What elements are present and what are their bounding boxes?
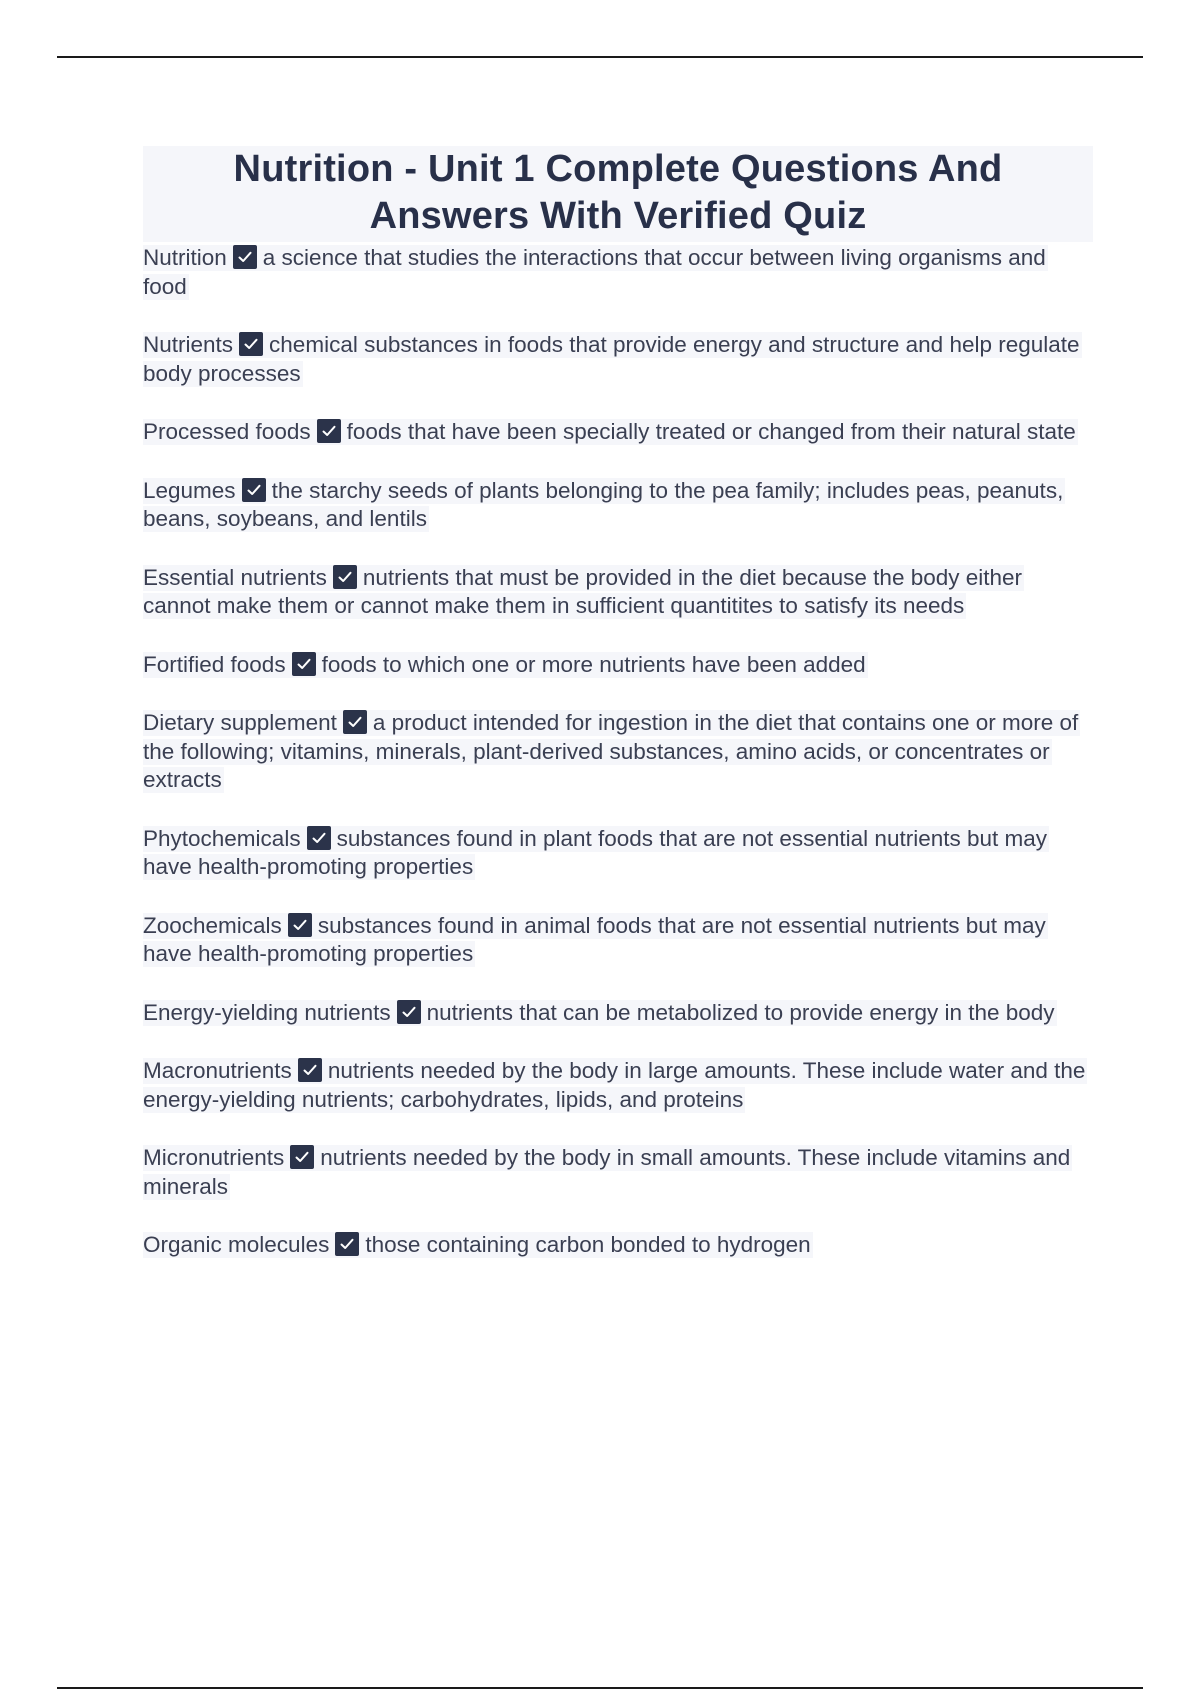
qa-entry-text: [143, 1058, 1087, 1113]
check-box-icon: [239, 332, 263, 356]
qa-definition: nutrients needed by the body in large amounts. These include water and the energy-yielding nutrients; carbohydrates, lipids, and proteins: [143, 1058, 1086, 1112]
qa-term: Phytochemicals: [143, 825, 301, 851]
qa-definition: substances found in animal foods that are not essential nutrients but may have health-promoting properties: [143, 912, 1046, 966]
check-box-icon: [335, 1232, 359, 1256]
qa-entry: [143, 709, 1093, 795]
qa-definition: nutrients needed by the body in small amounts. These include vitamins and minerals: [143, 1145, 1071, 1199]
qa-term: Zoochemicals: [143, 912, 282, 938]
qa-entry-text: [143, 913, 1048, 968]
qa-term: Micronutrients: [143, 1145, 285, 1170]
qa-entry-text: [143, 826, 1049, 881]
check-box-icon: [233, 245, 257, 269]
check-box-icon: [317, 419, 341, 443]
qa-entry-text: [143, 710, 1080, 793]
check-box-icon: [307, 826, 331, 850]
page-title: Nutrition - Unit 1 Complete Questions And Answers With Verified Quiz: [233, 148, 1003, 237]
qa-term: Nutrients: [143, 332, 234, 357]
check-box-icon: [343, 710, 367, 734]
check-box-icon: [242, 478, 266, 502]
qa-definition: chemical substances in foods that provide energy and structure and help regulate body processes: [143, 332, 1080, 386]
bottom-rule: [57, 1687, 1143, 1689]
qa-entry-text: [143, 245, 1048, 300]
qa-entry: [143, 244, 1093, 301]
qa-term: Fortified foods: [143, 651, 286, 677]
check-box-icon: [333, 565, 357, 589]
qa-entry-text: [143, 1145, 1072, 1200]
qa-term: Macronutrients: [143, 1058, 292, 1083]
check-box-icon: [290, 1145, 314, 1169]
title-block: [143, 146, 1093, 242]
check-box-icon: [298, 1058, 322, 1082]
qa-entry: [143, 825, 1093, 882]
qa-term: Energy-yielding nutrients: [143, 999, 391, 1025]
qa-definition: foods to which one or more nutrients have been added: [321, 651, 866, 677]
qa-entry: [143, 418, 1093, 447]
qa-entry-text: [143, 332, 1082, 387]
qa-definition: a product intended for ingestion in the diet that contains one or more of the following; vitamins, minerals, plant-derived substances, amino acids, or concentrates or extracts: [143, 710, 1079, 792]
qa-entry-text: [143, 1232, 813, 1258]
qa-term: Legumes: [143, 477, 236, 503]
qa-definition: a science that studies the interactions that occur between living organisms and food: [143, 245, 1046, 299]
qa-entry-text: [143, 1000, 1057, 1026]
qa-definition: nutrients that can be metabolized to provide energy in the body: [426, 999, 1055, 1025]
qa-entry: [143, 1231, 1093, 1260]
qa-entry-text: [143, 565, 1024, 620]
qa-definition: foods that have been specially treated or changed from their natural state: [346, 419, 1076, 444]
qa-entry: [143, 651, 1093, 680]
qa-term: Essential nutrients: [143, 564, 327, 590]
check-box-icon: [288, 913, 312, 937]
qa-entry-text: [143, 652, 868, 678]
qa-entry: [143, 999, 1093, 1028]
qa-term: Processed foods: [143, 419, 311, 444]
qa-entry-text: [143, 419, 1078, 445]
qa-entry-text: [143, 478, 1065, 533]
qa-definition: those containing carbon bonded to hydrogen: [365, 1232, 811, 1257]
qa-term: Organic molecules: [143, 1232, 330, 1257]
qa-entry: [143, 331, 1093, 388]
top-rule: [57, 56, 1143, 58]
qa-entry: [143, 477, 1093, 534]
qa-entry: [143, 912, 1093, 969]
check-box-icon: [292, 652, 316, 676]
document-body: [143, 146, 1093, 1290]
qa-term: Dietary supplement: [143, 710, 337, 735]
qa-entry: [143, 1057, 1093, 1114]
qa-entry: [143, 1144, 1093, 1201]
qa-term: Nutrition: [143, 245, 227, 270]
qa-list: [143, 244, 1093, 1260]
qa-definition: the starchy seeds of plants belonging to the pea family; includes peas, peanuts, beans, soybeans, and lentils: [143, 477, 1064, 531]
qa-definition: substances found in plant foods that are not essential nutrients but may have health-promoting properties: [143, 825, 1048, 879]
check-box-icon: [397, 1000, 421, 1024]
qa-definition: nutrients that must be provided in the diet because the body either cannot make them or cannot make them in sufficient quantitites to satisfy its needs: [143, 564, 1023, 618]
qa-entry: [143, 564, 1093, 621]
